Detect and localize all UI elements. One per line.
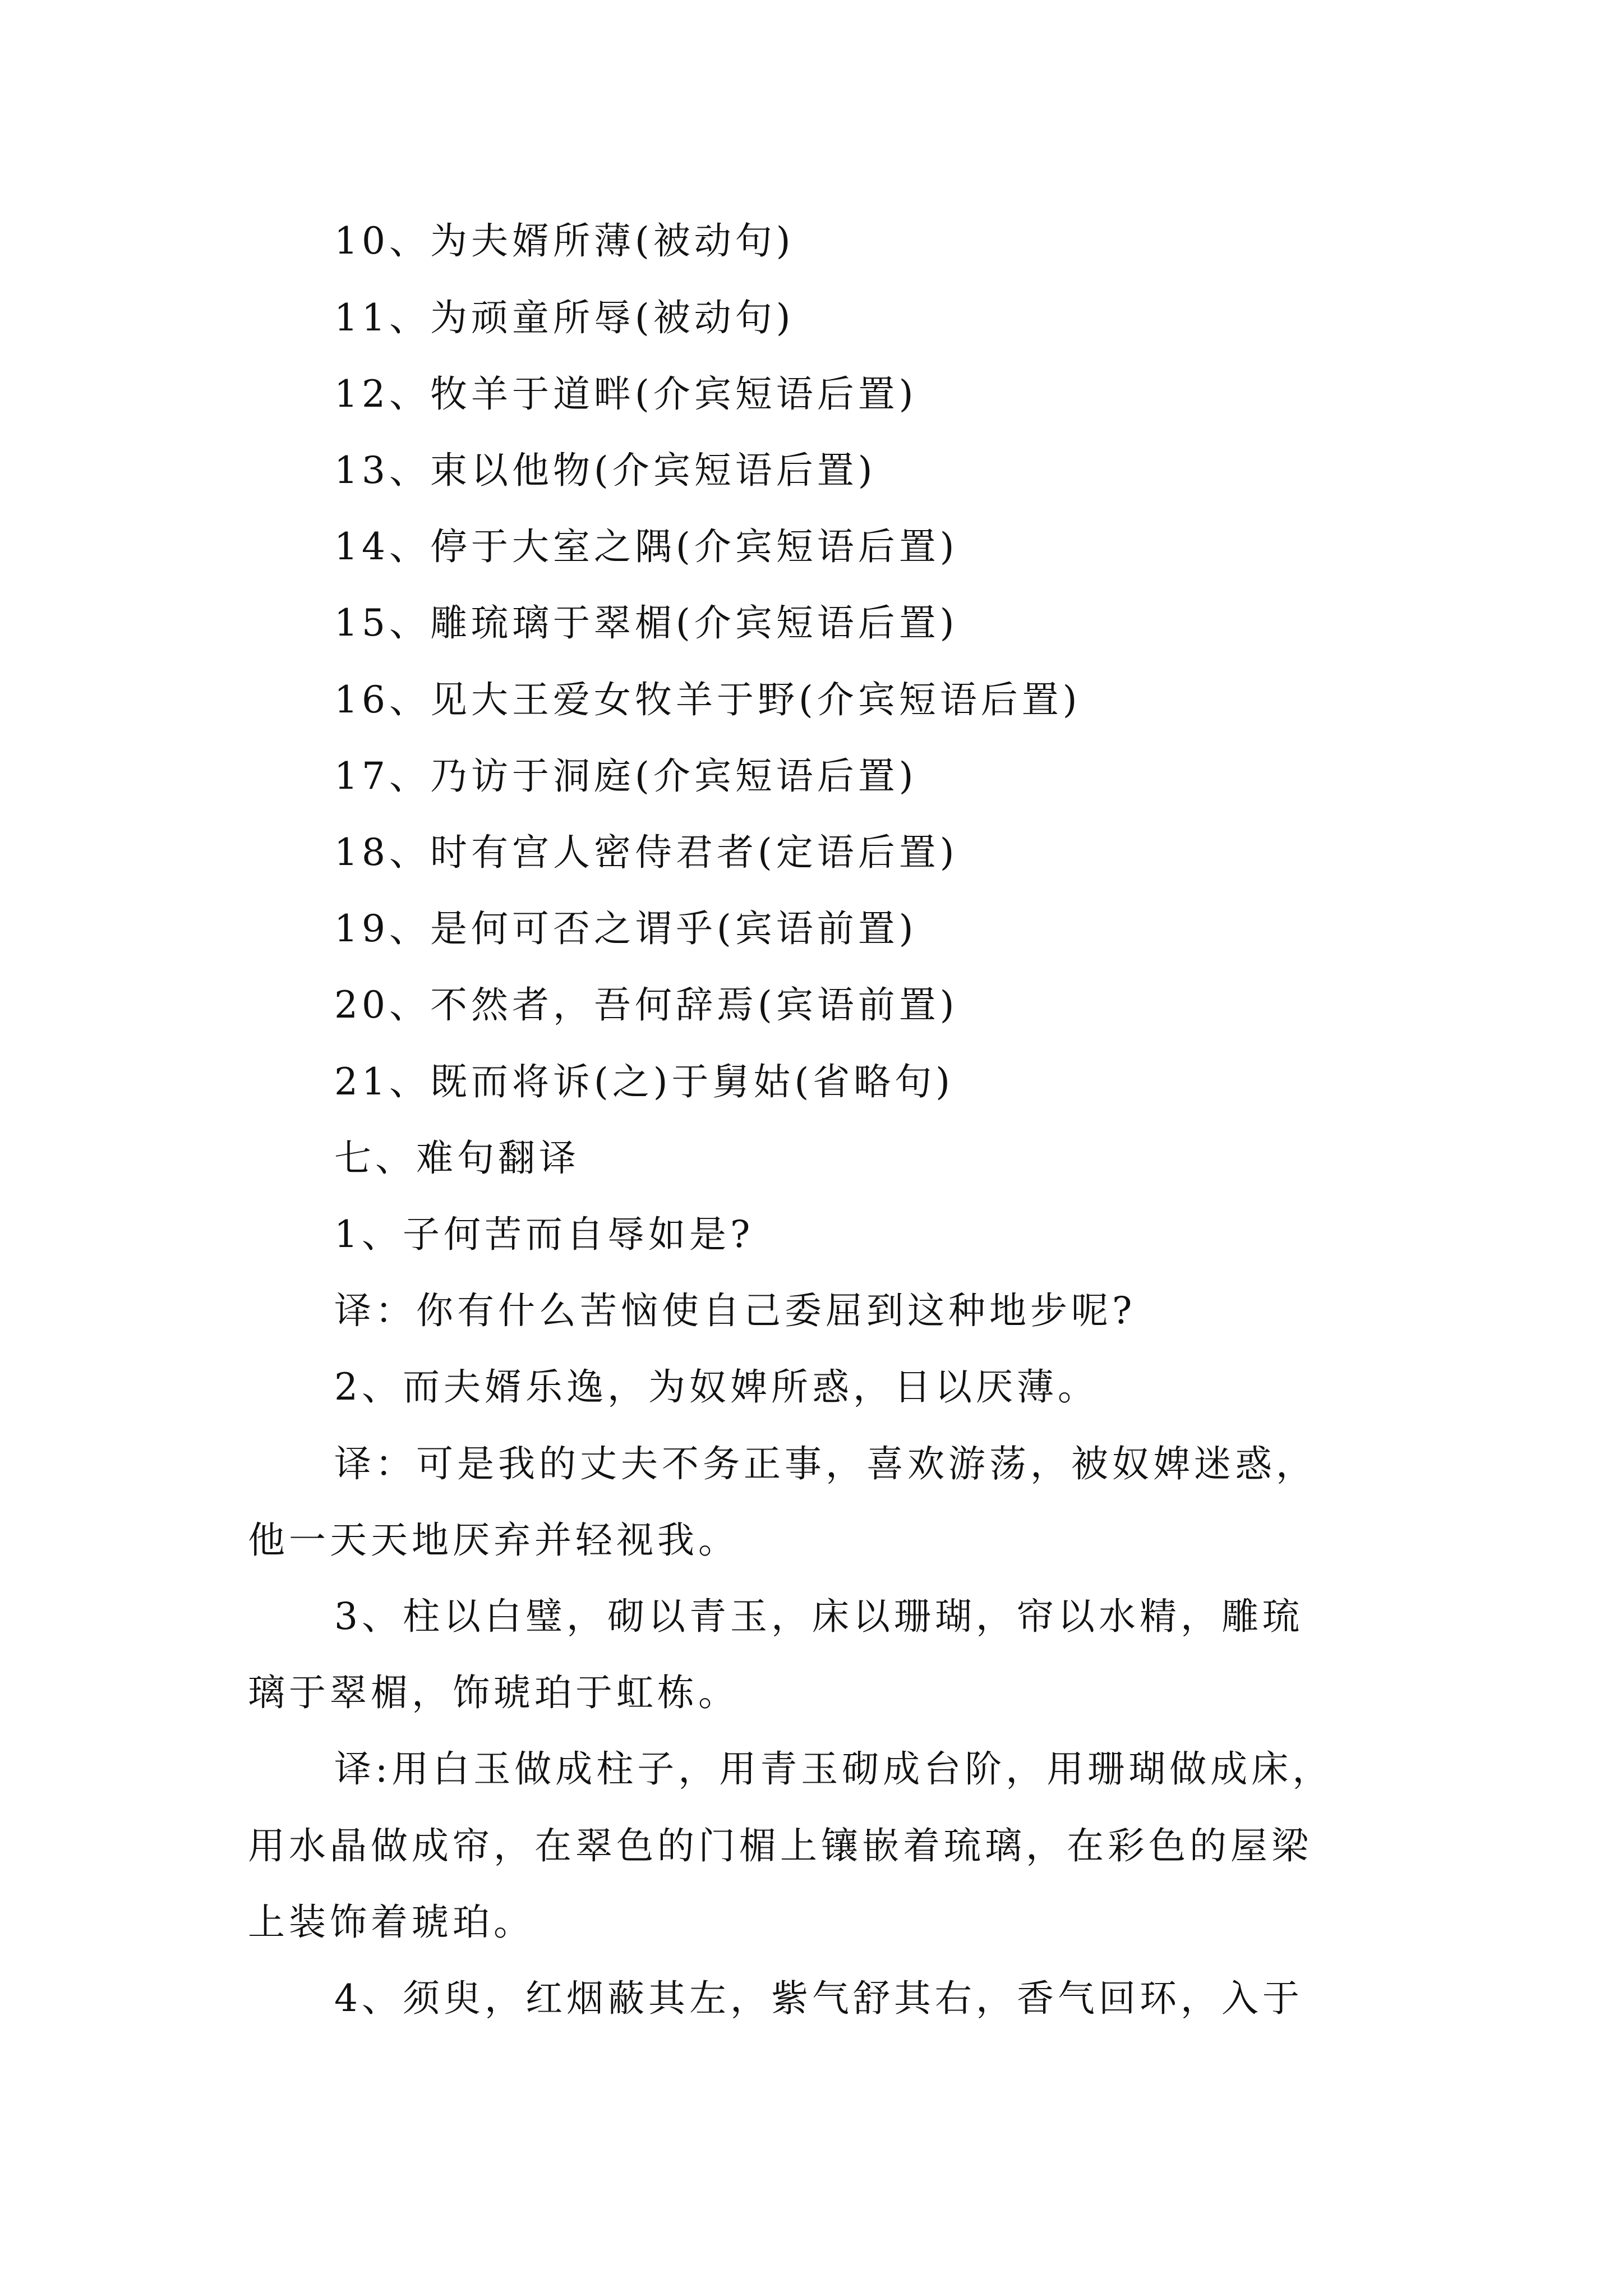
sentence-item-21: 21、既而将诉(之)于舅姑(省略句) <box>334 1060 954 1103</box>
sentence-item-20: 20、不然者，吾何辞焉(宾语前置) <box>334 983 958 1027</box>
sentence-item-19: 19、是何可否之谓乎(宾语前置) <box>334 907 917 950</box>
sentence-item-14: 14、停于大室之隅(介宾短语后置) <box>334 525 958 568</box>
question-3-line-2: 璃于翠楣，饰琥珀于虹栋。 <box>248 1671 739 1714</box>
sentence-item-13: 13、束以他物(介宾短语后置) <box>334 449 877 492</box>
question-2: 2、而夫婿乐逸，为奴婢所惑，日以厌薄。 <box>334 1365 1099 1409</box>
sentence-item-18: 18、时有宫人密侍君者(定语后置) <box>334 831 958 874</box>
translation-3-line-3: 上装饰着琥珀。 <box>248 1901 534 1944</box>
sentence-item-10: 10、为夫婿所薄(被动句) <box>334 219 795 263</box>
translation-3-line-1: 译:用白玉做成柱子，用青玉砌成台阶，用珊瑚做成床， <box>334 1747 1334 1791</box>
sentence-item-17: 17、乃访于洞庭(介宾短语后置) <box>334 754 917 798</box>
translation-3-line-2: 用水晶做成帘，在翠色的门楣上镶嵌着琉璃，在彩色的屋梁 <box>248 1824 1312 1867</box>
sentence-item-16: 16、见大王爱女牧羊于野(介宾短语后置) <box>334 678 1081 721</box>
sentence-item-11: 11、为顽童所辱(被动句) <box>334 296 795 339</box>
sentence-item-12: 12、牧羊于道畔(介宾短语后置) <box>334 372 917 416</box>
question-4-line-1: 4、须臾，红烟蔽其左，紫气舒其右，香气回环，入于 <box>334 1977 1303 2020</box>
translation-2-line-2: 他一天天地厌弃并轻视我。 <box>248 1519 739 1562</box>
question-1: 1、子何苦而自辱如是? <box>334 1213 754 1256</box>
sentence-item-15: 15、雕琉璃于翠楣(介宾短语后置) <box>334 601 958 645</box>
translation-1: 译：你有什么苦恼使自己委屈到这种地步呢? <box>334 1289 1136 1332</box>
translation-2-line-1: 译：可是我的丈夫不务正事，喜欢游荡，被奴婢迷惑， <box>334 1442 1317 1485</box>
question-3-line-1: 3、柱以白璧，砌以青玉，床以珊瑚，帘以水精，雕琉 <box>334 1595 1303 1638</box>
section-heading: 七、难句翻译 <box>334 1137 580 1180</box>
